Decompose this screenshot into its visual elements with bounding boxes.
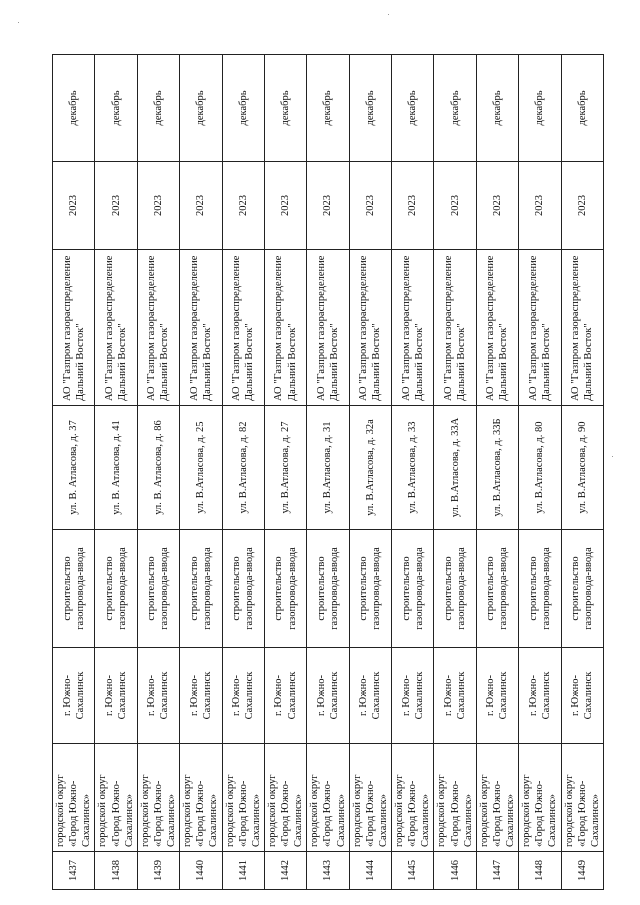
- work-type-cell: строительство газопровода-ввода: [349, 530, 391, 648]
- municipality-cell: городской округ «Город Южно-Сахалинск»: [476, 744, 518, 852]
- table-row: [434, 55, 476, 890]
- table-row: [519, 55, 561, 890]
- month-cell: декабрь: [137, 55, 179, 162]
- work-type-cell: строительство газопровода-ввода: [53, 530, 95, 648]
- table-row: [137, 55, 179, 890]
- month-cell: декабрь: [95, 55, 137, 162]
- scan-speck: [388, 14, 389, 15]
- table-row: [53, 55, 95, 890]
- work-type-cell: строительство газопровода-ввода: [434, 530, 476, 648]
- work-type-cell: строительство газопровода-ввода: [561, 530, 603, 648]
- table-body: [53, 55, 604, 890]
- company-cell: АО "Газпром газораспределение Дальний Восток": [180, 250, 222, 406]
- locality-cell: г. Южно-Сахалинск: [180, 648, 222, 744]
- address-cell: ул. В.Атласова, д. 31: [307, 406, 349, 530]
- year-cell: 2023: [264, 162, 306, 250]
- locality-cell: г. Южно-Сахалинск: [222, 648, 264, 744]
- table-row: [561, 55, 603, 890]
- table-row: [307, 55, 349, 890]
- company-cell: АО "Газпром газораспределение Дальний Восток": [264, 250, 306, 406]
- row-number: 1439: [137, 852, 179, 890]
- year-cell: 2023: [476, 162, 518, 250]
- address-cell: ул. В.Атласова, д. 32а: [349, 406, 391, 530]
- work-type-cell: строительство газопровода-ввода: [222, 530, 264, 648]
- locality-cell: г. Южно-Сахалинск: [95, 648, 137, 744]
- company-cell: АО "Газпром газораспределение Дальний Восток": [434, 250, 476, 406]
- table-row: [392, 55, 434, 890]
- year-cell: 2023: [307, 162, 349, 250]
- row-number: 1448: [519, 852, 561, 890]
- row-number: 1443: [307, 852, 349, 890]
- work-type-cell: строительство газопровода-ввода: [137, 530, 179, 648]
- company-cell: АО "Газпром газораспределение Дальний Восток": [476, 250, 518, 406]
- year-cell: 2023: [180, 162, 222, 250]
- municipality-cell: городской округ «Город Южно-Сахалинск»: [349, 744, 391, 852]
- month-cell: декабрь: [53, 55, 95, 162]
- work-type-cell: строительство газопровода-ввода: [95, 530, 137, 648]
- municipality-cell: городской округ «Город Южно-Сахалинск»: [307, 744, 349, 852]
- table-row: [222, 55, 264, 890]
- month-cell: декабрь: [349, 55, 391, 162]
- locality-cell: г. Южно-Сахалинск: [476, 648, 518, 744]
- municipality-cell: городской округ «Город Южно-Сахалинск»: [95, 744, 137, 852]
- municipality-cell: городской округ «Город Южно-Сахалинск»: [264, 744, 306, 852]
- table-row: [264, 55, 306, 890]
- scan-speck: [612, 456, 613, 457]
- year-cell: 2023: [137, 162, 179, 250]
- table-row: [95, 55, 137, 890]
- work-type-cell: строительство газопровода-ввода: [476, 530, 518, 648]
- municipality-cell: городской округ «Город Южно-Сахалинск»: [434, 744, 476, 852]
- table-row: [180, 55, 222, 890]
- year-cell: 2023: [95, 162, 137, 250]
- row-number: 1442: [264, 852, 306, 890]
- address-cell: ул. В.Атласова, д. 33Б: [476, 406, 518, 530]
- municipality-cell: городской округ «Город Южно-Сахалинск»: [53, 744, 95, 852]
- locality-cell: г. Южно-Сахалинск: [264, 648, 306, 744]
- table-row: [476, 55, 518, 890]
- company-cell: АО "Газпром газораспределение Дальний Восток": [53, 250, 95, 406]
- address-cell: ул. В.Атласова, д. 25: [180, 406, 222, 530]
- locality-cell: г. Южно-Сахалинск: [392, 648, 434, 744]
- locality-cell: г. Южно-Сахалинск: [307, 648, 349, 744]
- gas-pipeline-schedule-table: [52, 54, 604, 890]
- municipality-cell: городской округ «Город Южно-Сахалинск»: [519, 744, 561, 852]
- locality-cell: г. Южно-Сахалинск: [519, 648, 561, 744]
- locality-cell: г. Южно-Сахалинск: [434, 648, 476, 744]
- month-cell: декабрь: [307, 55, 349, 162]
- address-cell: ул. В.Атласова, д. 27: [264, 406, 306, 530]
- address-cell: ул. В.Атласова, д. 33А: [434, 406, 476, 530]
- work-type-cell: строительство газопровода-ввода: [307, 530, 349, 648]
- month-cell: декабрь: [180, 55, 222, 162]
- month-cell: декабрь: [222, 55, 264, 162]
- row-number: 1447: [476, 852, 518, 890]
- row-number: 1438: [95, 852, 137, 890]
- municipality-cell: городской округ «Город Южно-Сахалинск»: [222, 744, 264, 852]
- locality-cell: г. Южно-Сахалинск: [53, 648, 95, 744]
- company-cell: АО "Газпром газораспределение Дальний Восток": [222, 250, 264, 406]
- address-cell: ул. В. Атласова, д. 41: [95, 406, 137, 530]
- row-number: 1440: [180, 852, 222, 890]
- company-cell: АО "Газпром газораспределение Дальний Восток": [561, 250, 603, 406]
- municipality-cell: городской округ «Город Южно-Сахалинск»: [180, 744, 222, 852]
- year-cell: 2023: [434, 162, 476, 250]
- year-cell: 2023: [392, 162, 434, 250]
- row-number: 1449: [561, 852, 603, 890]
- work-type-cell: строительство газопровода-ввода: [519, 530, 561, 648]
- company-cell: АО "Газпром газораспределение Дальний Восток": [392, 250, 434, 406]
- municipality-cell: городской округ «Город Южно-Сахалинск»: [392, 744, 434, 852]
- address-cell: ул. В. Атласова, д. 86: [137, 406, 179, 530]
- locality-cell: г. Южно-Сахалинск: [137, 648, 179, 744]
- year-cell: 2023: [561, 162, 603, 250]
- row-number: 1441: [222, 852, 264, 890]
- month-cell: декабрь: [476, 55, 518, 162]
- month-cell: декабрь: [519, 55, 561, 162]
- month-cell: декабрь: [264, 55, 306, 162]
- address-cell: ул. В. Атласова, д. 37: [53, 406, 95, 530]
- row-number: 1445: [392, 852, 434, 890]
- work-type-cell: строительство газопровода-ввода: [264, 530, 306, 648]
- table-row: [349, 55, 391, 890]
- year-cell: 2023: [53, 162, 95, 250]
- address-cell: ул. В.Атласова, д. 90: [561, 406, 603, 530]
- month-cell: декабрь: [561, 55, 603, 162]
- work-type-cell: строительство газопровода-ввода: [180, 530, 222, 648]
- row-number: 1444: [349, 852, 391, 890]
- month-cell: декабрь: [392, 55, 434, 162]
- year-cell: 2023: [349, 162, 391, 250]
- company-cell: АО "Газпром газораспределение Дальний Восток": [307, 250, 349, 406]
- locality-cell: г. Южно-Сахалинск: [561, 648, 603, 744]
- company-cell: АО "Газпром газораспределение Дальний Восток": [137, 250, 179, 406]
- rotated-table-wrapper: [52, 55, 601, 890]
- row-number: 1446: [434, 852, 476, 890]
- company-cell: АО "Газпром газораспределение Дальний Восток": [519, 250, 561, 406]
- locality-cell: г. Южно-Сахалинск: [349, 648, 391, 744]
- year-cell: 2023: [222, 162, 264, 250]
- address-cell: ул. В.Атласова, д. 33: [392, 406, 434, 530]
- scan-speck: [18, 22, 19, 23]
- month-cell: декабрь: [434, 55, 476, 162]
- address-cell: ул. В.Атласова, д. 80: [519, 406, 561, 530]
- company-cell: АО "Газпром газораспределение Дальний Восток": [95, 250, 137, 406]
- year-cell: 2023: [519, 162, 561, 250]
- municipality-cell: городской округ «Город Южно-Сахалинск»: [561, 744, 603, 852]
- address-cell: ул. В.Атласова, д. 82: [222, 406, 264, 530]
- municipality-cell: городской округ «Город Южно-Сахалинск»: [137, 744, 179, 852]
- company-cell: АО "Газпром газораспределение Дальний Восток": [349, 250, 391, 406]
- work-type-cell: строительство газопровода-ввода: [392, 530, 434, 648]
- row-number: 1437: [53, 852, 95, 890]
